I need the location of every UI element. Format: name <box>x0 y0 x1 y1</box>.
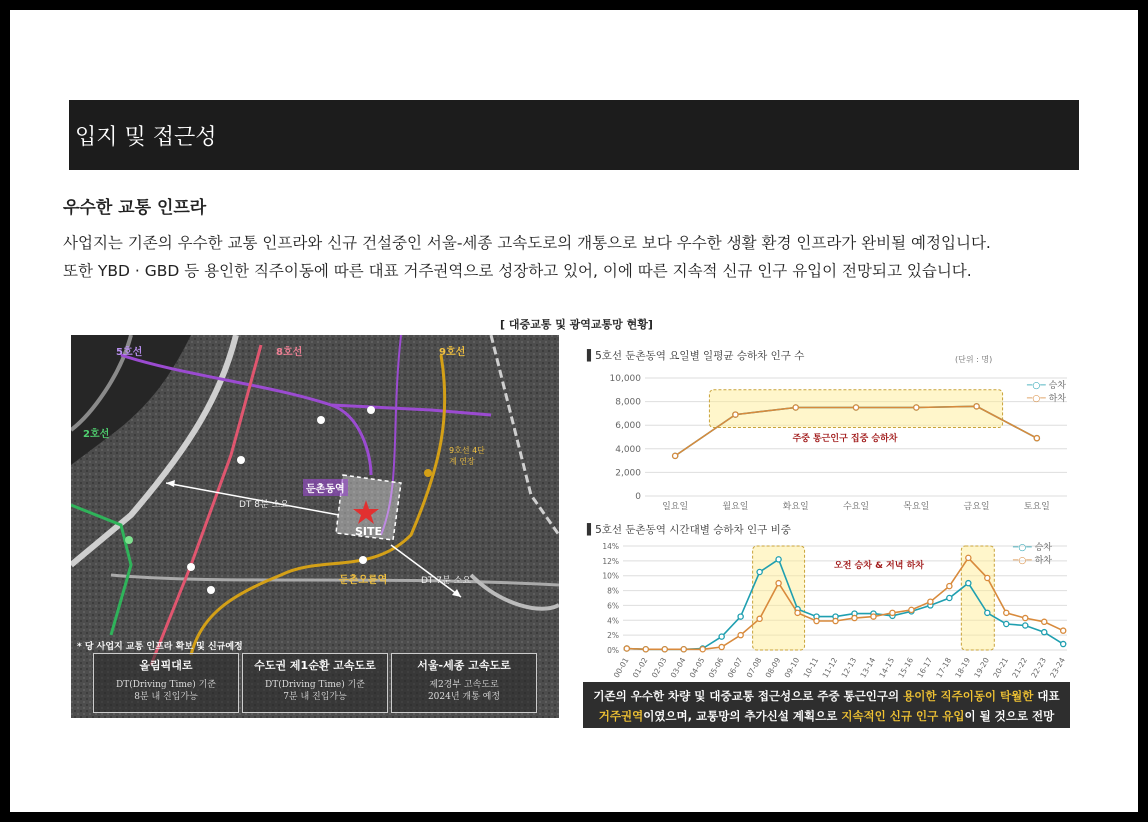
data-point <box>1034 436 1039 441</box>
data-point <box>681 647 686 652</box>
summary-box <box>583 682 1070 728</box>
y-tick-label: 12% <box>602 556 619 566</box>
y-tick-label: 10,000 <box>609 374 641 384</box>
dunchon-oryun-label: 둔촌오륜역 <box>339 575 388 586</box>
summary-line-1 <box>583 688 1070 704</box>
olympic-road-box <box>93 653 239 713</box>
legend-swatch-icon: ─○─ <box>1027 394 1046 404</box>
data-point <box>852 615 857 620</box>
data-point <box>757 569 762 574</box>
x-tick-label: 08-09 <box>763 656 783 680</box>
legend-label: 하차 <box>1048 394 1066 404</box>
data-point <box>974 404 979 409</box>
legend-item-boarding <box>1027 378 1066 391</box>
box-title: 서울-세종 고속도로 <box>417 659 511 672</box>
x-tick-label: 금요일 <box>963 502 990 512</box>
x-tick-label: 일요일 <box>662 502 689 512</box>
y-tick-label: 8,000 <box>615 397 641 408</box>
dunchon-station-label: 둔촌동역 <box>303 479 348 496</box>
data-point <box>985 575 990 580</box>
chart1-legend <box>1027 378 1066 404</box>
summary-text: 이였으며, 교통망의 추가신설 계획으로 <box>643 709 842 723</box>
page-title: 입지 및 접근성 <box>75 125 217 150</box>
data-point <box>624 646 629 651</box>
box-desc-line: DT(Driving Time) 기준 <box>115 680 216 690</box>
data-point <box>1004 610 1009 615</box>
data-point <box>853 405 858 410</box>
data-point <box>966 581 971 586</box>
description-line-1: 사업지는 기존의 우수한 교통 인프라와 신규 건설중인 서울-세종 고속도로의 개통으로 보다 우수한 생활 환경 인프라가 완비될 예정입니다. <box>63 234 991 252</box>
x-tick-label: 화요일 <box>782 502 809 512</box>
station-marker <box>359 556 367 564</box>
x-tick-label: 14-15 <box>877 656 897 680</box>
y-tick-label: 14% <box>602 542 619 551</box>
box-desc-line: 제2경부 고속도로 <box>429 680 499 690</box>
data-point <box>738 614 743 619</box>
section-header <box>69 100 1079 170</box>
data-point <box>719 634 724 639</box>
chart1-unit: (단위 : 명) <box>955 355 993 364</box>
x-tick-label: 09-10 <box>782 656 802 680</box>
x-tick-label: 20-21 <box>991 656 1011 680</box>
data-point <box>795 610 800 615</box>
data-point <box>985 610 990 615</box>
data-point <box>1023 615 1028 620</box>
legend-swatch-icon: ─○─ <box>1013 556 1032 566</box>
x-tick-label: 목요일 <box>903 502 930 512</box>
figure-title: [ 대중교통 및 광역교통망 현황] <box>500 318 653 331</box>
x-tick-label: 22-23 <box>1029 656 1048 680</box>
summary-text: 이 될 것으로 전망 <box>964 709 1055 723</box>
line9-label: 9호선 <box>439 347 466 358</box>
line9-extension-note: 9호선 4단계 연장 <box>449 446 485 466</box>
legend-swatch-icon: ─○─ <box>1013 543 1032 553</box>
x-tick-label: 02-03 <box>649 656 669 680</box>
x-tick-label: 토요일 <box>1023 502 1050 512</box>
x-tick-label: 13-14 <box>858 656 878 680</box>
y-tick-label: 4,000 <box>615 444 641 455</box>
chart2-highlight-label: 오전 승차 & 저녁 하차 <box>834 561 924 571</box>
chart2-svg <box>583 538 1070 680</box>
data-point <box>1061 641 1066 646</box>
x-tick-label: 03-04 <box>668 656 688 680</box>
chart2-legend <box>1013 540 1052 566</box>
x-tick-label: 21-22 <box>1010 656 1029 680</box>
data-point <box>673 453 678 458</box>
box-title: 수도권 제1순환 고속도로 <box>254 659 376 672</box>
box-desc <box>247 679 383 703</box>
ring-expressway-box <box>242 653 388 713</box>
x-tick-label: 12-13 <box>839 656 859 680</box>
chart2-title: ▌5호선 둔촌동역 시간대별 승하차 인구 비중 <box>587 524 791 536</box>
x-tick-label: 06-07 <box>725 656 745 680</box>
box-desc <box>396 679 532 703</box>
summary-highlight: 지속적인 신규 인구 유입 <box>841 709 965 723</box>
summary-line-2 <box>583 708 1070 724</box>
data-point <box>700 647 705 652</box>
data-point <box>966 555 971 560</box>
infra-note: * 당 사업지 교통 인프라 확보 및 신규예정 <box>77 642 243 652</box>
data-point <box>757 616 762 621</box>
x-tick-label: 01-02 <box>630 656 650 680</box>
station-marker <box>424 469 432 477</box>
data-point <box>643 647 648 652</box>
station-marker <box>125 536 133 544</box>
y-tick-label: 0 <box>635 492 641 502</box>
data-point <box>738 633 743 638</box>
chart1-title: ▌5호선 둔촌동역 요일별 일평균 승하차 인구 수 <box>587 350 805 362</box>
infra-boxes <box>93 653 535 713</box>
legend-swatch-icon: ─○─ <box>1027 381 1046 391</box>
box-title: 올림픽대로 <box>139 659 193 672</box>
station-marker <box>317 416 325 424</box>
seoul-sejong-box <box>391 653 537 713</box>
x-tick-label: 23-24 <box>1048 656 1067 680</box>
box-desc-line: 2024년 개통 예정 <box>427 692 501 702</box>
data-point <box>1004 621 1009 626</box>
y-tick-label: 6,000 <box>615 421 641 432</box>
chart1-highlight-label: 주중 통근인구 집중 승하차 <box>792 434 898 444</box>
x-tick-label: 월요일 <box>722 502 749 512</box>
data-point <box>833 618 838 623</box>
data-point <box>776 557 781 562</box>
box-desc-line: DT(Driving Time) 기준 <box>264 680 365 690</box>
y-tick-label: 2% <box>607 631 619 641</box>
data-point <box>871 614 876 619</box>
data-point <box>814 618 819 623</box>
x-tick-label: 17-18 <box>934 656 954 680</box>
station-marker <box>207 586 215 594</box>
legend-label: 하차 <box>1034 556 1052 566</box>
legend-label: 승차 <box>1048 381 1066 391</box>
x-tick-label: 수요일 <box>842 502 870 512</box>
data-point <box>733 412 738 417</box>
series-line-승차 <box>627 559 1063 649</box>
x-tick-label: 07-08 <box>744 656 764 680</box>
data-point <box>793 405 798 410</box>
summary-text: 대표 <box>1033 689 1060 703</box>
y-tick-label: 8% <box>607 586 619 596</box>
data-point <box>776 581 781 586</box>
legend-item-alighting <box>1013 553 1052 566</box>
x-tick-label: 15-16 <box>896 656 916 680</box>
box-desc <box>98 679 234 703</box>
dt7-label: DT 7분 소요 <box>421 576 471 586</box>
transit-map <box>71 335 559 718</box>
y-tick-label: 10% <box>602 571 619 581</box>
data-point <box>928 599 933 604</box>
line8-label: 8호선 <box>276 347 303 358</box>
site-label: SITE <box>355 525 383 538</box>
x-tick-label: 16-17 <box>915 656 935 680</box>
data-point <box>947 595 952 600</box>
data-point <box>1042 619 1047 624</box>
station-marker <box>187 563 195 571</box>
station-marker <box>237 456 245 464</box>
data-point <box>1042 630 1047 635</box>
data-point <box>914 405 919 410</box>
x-tick-label: 00-01 <box>611 656 631 680</box>
summary-highlight: 거주권역 <box>598 709 644 723</box>
legend-label: 승차 <box>1034 543 1052 553</box>
y-tick-label: 0% <box>607 646 619 655</box>
x-tick-label: 05-06 <box>706 656 726 680</box>
y-tick-label: 6% <box>607 601 619 611</box>
x-tick-label: 18-19 <box>953 656 973 680</box>
data-point <box>1061 628 1066 633</box>
data-point <box>947 584 952 589</box>
legend-item-alighting <box>1027 391 1066 404</box>
station-marker <box>367 406 375 414</box>
y-tick-label: 2,000 <box>615 468 641 479</box>
x-tick-label: 04-05 <box>687 656 707 680</box>
data-point <box>890 610 895 615</box>
box-desc-line: 7분 내 진입가능 <box>283 692 347 702</box>
data-point <box>719 644 724 649</box>
line5-label: 5호선 <box>116 347 143 358</box>
description-line-2: 또한 YBD · GBD 등 용인한 직주이동에 따른 대표 거주권역으로 성장하고 있어, 이에 따른 지속적 신규 인구 유입이 전망되고 있습니다. <box>63 262 972 280</box>
x-tick-label: 10-11 <box>801 656 821 680</box>
dt8-label: DT 8분 소요 <box>239 500 289 510</box>
chart1-svg <box>583 364 1070 544</box>
data-point <box>1023 623 1028 628</box>
summary-highlight: 용이한 직주이동이 탁월한 <box>903 689 1034 703</box>
line2-label: 2호선 <box>83 429 110 440</box>
charts-panel <box>583 338 1070 723</box>
x-tick-label: 19-20 <box>972 656 992 680</box>
x-tick-label: 11-12 <box>820 656 840 680</box>
box-desc-line: 8분 내 진입가능 <box>134 692 198 702</box>
y-tick-label: 4% <box>607 616 619 626</box>
summary-text: 기존의 우수한 차량 및 대중교통 접근성으로 주중 통근인구의 <box>593 689 904 703</box>
data-point <box>909 607 914 612</box>
legend-item-boarding <box>1013 540 1052 553</box>
data-point <box>662 647 667 652</box>
section-subtitle: 우수한 교통 인프라 <box>63 198 207 218</box>
